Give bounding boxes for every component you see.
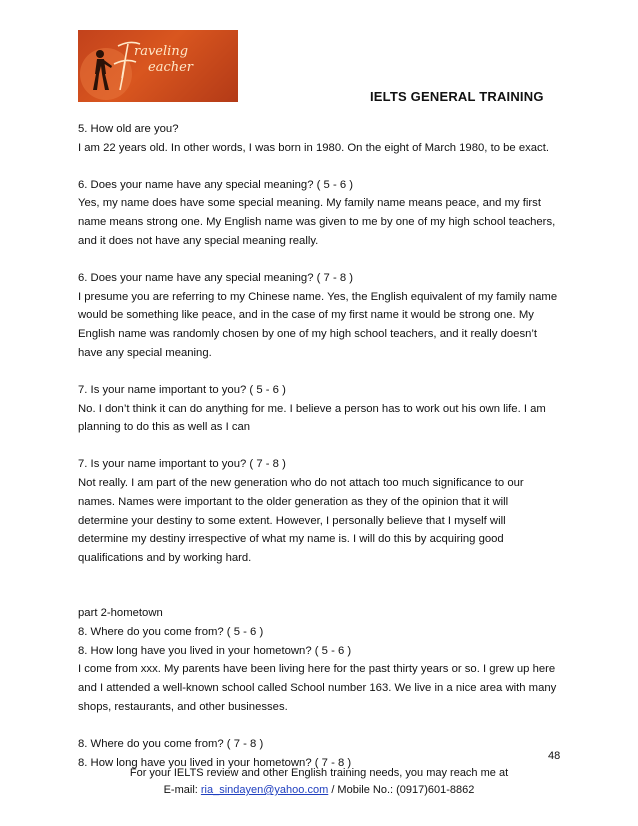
answer-line: determine my destiny irrespective of what my name is. I will do this by acquiring good [78, 533, 504, 546]
answer-5: I am 22 years old. In other words, I was born in 1980. On the eight of March 1980, to be exact. [78, 141, 549, 154]
answer-line: I presume you are referring to my Chinese name. Yes, the English equivalent of my family name [78, 290, 558, 303]
answer-line: Not really. I am part of the new generation who do not attach too much significance to our [78, 476, 524, 489]
answer-line: shops, restaurants, and other businesses. [78, 700, 288, 713]
answer-line: determine your destiny to some extent. However, I personally believe that I myself will [78, 514, 506, 527]
answer-line: name means strong one. My English name was given to me by one of my high school teachers, [78, 216, 556, 229]
question-8-how-long-7-8: 8. How long have you lived in your hometown? ( 7 - 8 ) [78, 756, 352, 769]
answer-line: Yes, my name does have some special meaning. My family name means peace, and my first [78, 197, 541, 210]
answer-line: planning to do this as well as I can [78, 421, 251, 434]
answer-line: names. Names were important to the older generation as they of the opinion that it will [78, 495, 509, 508]
question-6-band-5-6: 6. Does your name have any special meaning? ( 5 - 6 ) [78, 178, 354, 191]
answer-line: No. I don’t think it can do anything for me. I believe a person has to work out his own life. I am [78, 402, 546, 415]
question-8-where: 8. Where do you come from? ( 5 - 6 ) [78, 625, 264, 638]
logo-text [134, 44, 193, 76]
section-heading: part 2-hometown [78, 606, 163, 619]
footer-contact [0, 784, 638, 796]
email-link[interactable]: ria_sindayen@yahoo.com [200, 784, 329, 796]
question-8-how-long: 8. How long have you lived in your hometown? ( 5 - 6 ) [78, 644, 352, 657]
footer-line-1: For your IELTS review and other English training needs, you may reach me at [129, 767, 509, 779]
page-title: IELTS GENERAL TRAINING [370, 89, 544, 104]
answer-line: qualifications and by working hard. [78, 552, 252, 565]
question-5: 5. How old are you? [78, 123, 179, 135]
document-body [78, 120, 578, 772]
question-8-where-7-8: 8. Where do you come from? ( 7 - 8 ) [78, 737, 264, 750]
answer-line: English name was randomly chosen by one of my high school teachers, and it really doesn’t [78, 328, 538, 341]
answer-line: I come from xxx. My parents have been living here for the past thirty years or so. I grew up here [78, 663, 556, 676]
logo-line-2: eacher [148, 60, 194, 75]
answer-line: and I attended a well-known school called School number 163. We live in a nice area with many [78, 682, 557, 695]
mobile-number: / Mobile No.: (0917)601-8862 [331, 784, 475, 796]
logo-line-1: raveling [134, 44, 189, 59]
answer-line: and it does not have any special meaning really. [78, 234, 319, 247]
email-label: E-mail: [163, 784, 198, 796]
page-number: 48 [548, 750, 561, 762]
question-6-band-7-8: 6. Does your name have any special meaning? ( 7 - 8 ) [78, 271, 354, 284]
answer-line: would be something like peace, and in the case of my first name it would be strong one. My [78, 309, 534, 322]
answer-line: have any special meaning. [78, 346, 212, 359]
question-7-band-7-8: 7. Is your name important to you? ( 7 - 8 ) [78, 458, 286, 471]
traveling-teacher-logo [78, 30, 238, 102]
question-7-band-5-6: 7. Is your name important to you? ( 5 - 6 ) [78, 383, 286, 396]
